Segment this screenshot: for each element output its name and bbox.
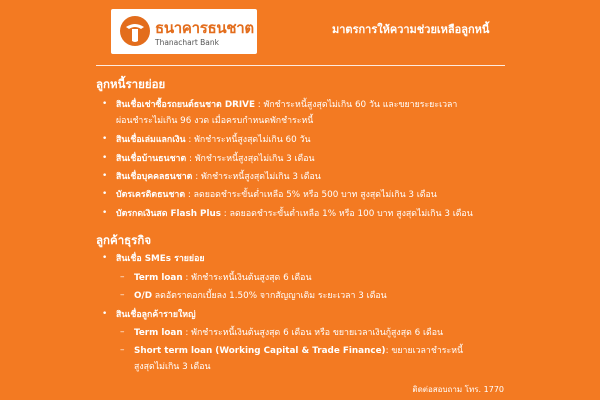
retail-item-drive <box>116 99 457 111</box>
business-item-sme <box>116 253 205 265</box>
sub-name: Term loan <box>134 328 183 338</box>
dash-icon: – <box>120 345 125 355</box>
item-desc: : พักชำระหนี้สูงสุดไม่เกิน 3 เดือน <box>186 154 315 164</box>
sub-name: O/D <box>134 291 152 301</box>
section-title-retail: ลูกหนี้รายย่อย <box>96 77 166 91</box>
item-name: สินเชื่อ SMEs รายย่อย <box>116 254 205 264</box>
retail-item-credit-card <box>116 189 437 201</box>
section-title-business: ลูกค้าธุรกิจ <box>96 233 152 247</box>
item-name: สินเชื่อเล่มแลกเงิน <box>116 135 186 145</box>
bullet-icon: • <box>102 153 108 163</box>
bullet-icon: • <box>102 134 108 144</box>
sub-desc: : พักชำระหนี้เงินต้นสูงสุด 6 เดือน หรือ ขยายเวลาเงินกู้สูงสุด 6 เดือน <box>182 328 444 338</box>
retail-item-drive-cont: ผ่อนชำระไม่เกิน 96 งวด เมื่อครบกำหนดพักชำระหนี้ <box>116 116 314 126</box>
large-term-loan <box>134 327 443 339</box>
bullet-icon: • <box>102 189 108 199</box>
item-name: สินเชื่อบุคคลธนชาต <box>116 172 193 182</box>
bullet-icon: • <box>102 253 108 263</box>
contact-footer: ติดต่อสอบถาม โทร. 1770 <box>412 385 504 394</box>
retail-item-personal-loan <box>116 171 321 183</box>
retail-item-car-title-loan <box>116 134 310 146</box>
item-name: สินเชื่อบ้านธนชาต <box>116 154 187 164</box>
dash-icon: – <box>120 272 125 282</box>
item-name: สินเชื่อลูกค้ารายใหญ่ <box>116 310 196 320</box>
sub-name: Short term loan (Working Capital & Trade Finance) <box>134 346 386 356</box>
sub-desc: : ขยายเวลาชำระหนี้ <box>385 346 464 356</box>
item-desc: : ลดยอดชำระขั้นต่ำเหลือ 1% หรือ 100 บาท สูงสุดไม่เกิน 3 เดือน <box>221 209 473 219</box>
large-short-term-loan-cont: สูงสุดไม่เกิน 3 เดือน <box>134 362 211 372</box>
retail-item-home-loan <box>116 153 315 165</box>
retail-item-flash-plus <box>116 208 473 220</box>
thanachart-logo-icon <box>119 15 151 47</box>
large-short-term-loan <box>134 345 463 357</box>
logo-text-th: ธนาคารธนชาต <box>155 19 254 37</box>
sub-desc: : พักชำระหนี้เงินต้นสูงสุด 6 เดือน <box>182 273 312 283</box>
item-desc: : ลดยอดชำระขั้นต่ำเหลือ 5% หรือ 500 บาท สูงสุดไม่เกิน 3 เดือน <box>185 190 437 200</box>
item-desc: : พักชำระหนี้สูงสุดไม่เกิน 60 วัน <box>185 135 311 145</box>
sme-term-loan <box>134 272 311 284</box>
sub-name: Term loan <box>134 273 183 283</box>
bullet-icon: • <box>102 171 108 181</box>
item-name: บัตรกดเงินสด Flash Plus <box>116 209 222 219</box>
item-desc: : พักชำระหนี้สูงสุดไม่เกิน 60 วัน และขยายระยะเวลา <box>254 100 458 110</box>
bullet-icon: • <box>102 309 108 319</box>
dash-icon: – <box>120 290 125 300</box>
dash-icon: – <box>120 327 125 337</box>
item-desc: : พักชำระหนี้สูงสุดไม่เกิน 3 เดือน <box>192 172 321 182</box>
item-name: บัตรเครดิตธนชาต <box>116 190 186 200</box>
item-name: สินเชื่อเช่าซื้อรถยนต์ธนชาต DRIVE <box>116 100 255 110</box>
page-title: มาตรการให้ความช่วยเหลือลูกหนี้ <box>332 23 490 36</box>
bullet-icon: • <box>102 208 108 218</box>
sme-overdraft <box>134 290 387 302</box>
sub-desc: ลดอัตราดอกเบี้ยลง 1.50% จากสัญญาเดิม ระยะเวลา 3 เดือน <box>152 291 387 301</box>
header-divider <box>96 65 505 66</box>
logo-text-en: Thanachart Bank <box>155 38 219 47</box>
business-item-large <box>116 309 196 321</box>
bank-logo <box>111 9 257 54</box>
bullet-icon: • <box>102 99 108 109</box>
